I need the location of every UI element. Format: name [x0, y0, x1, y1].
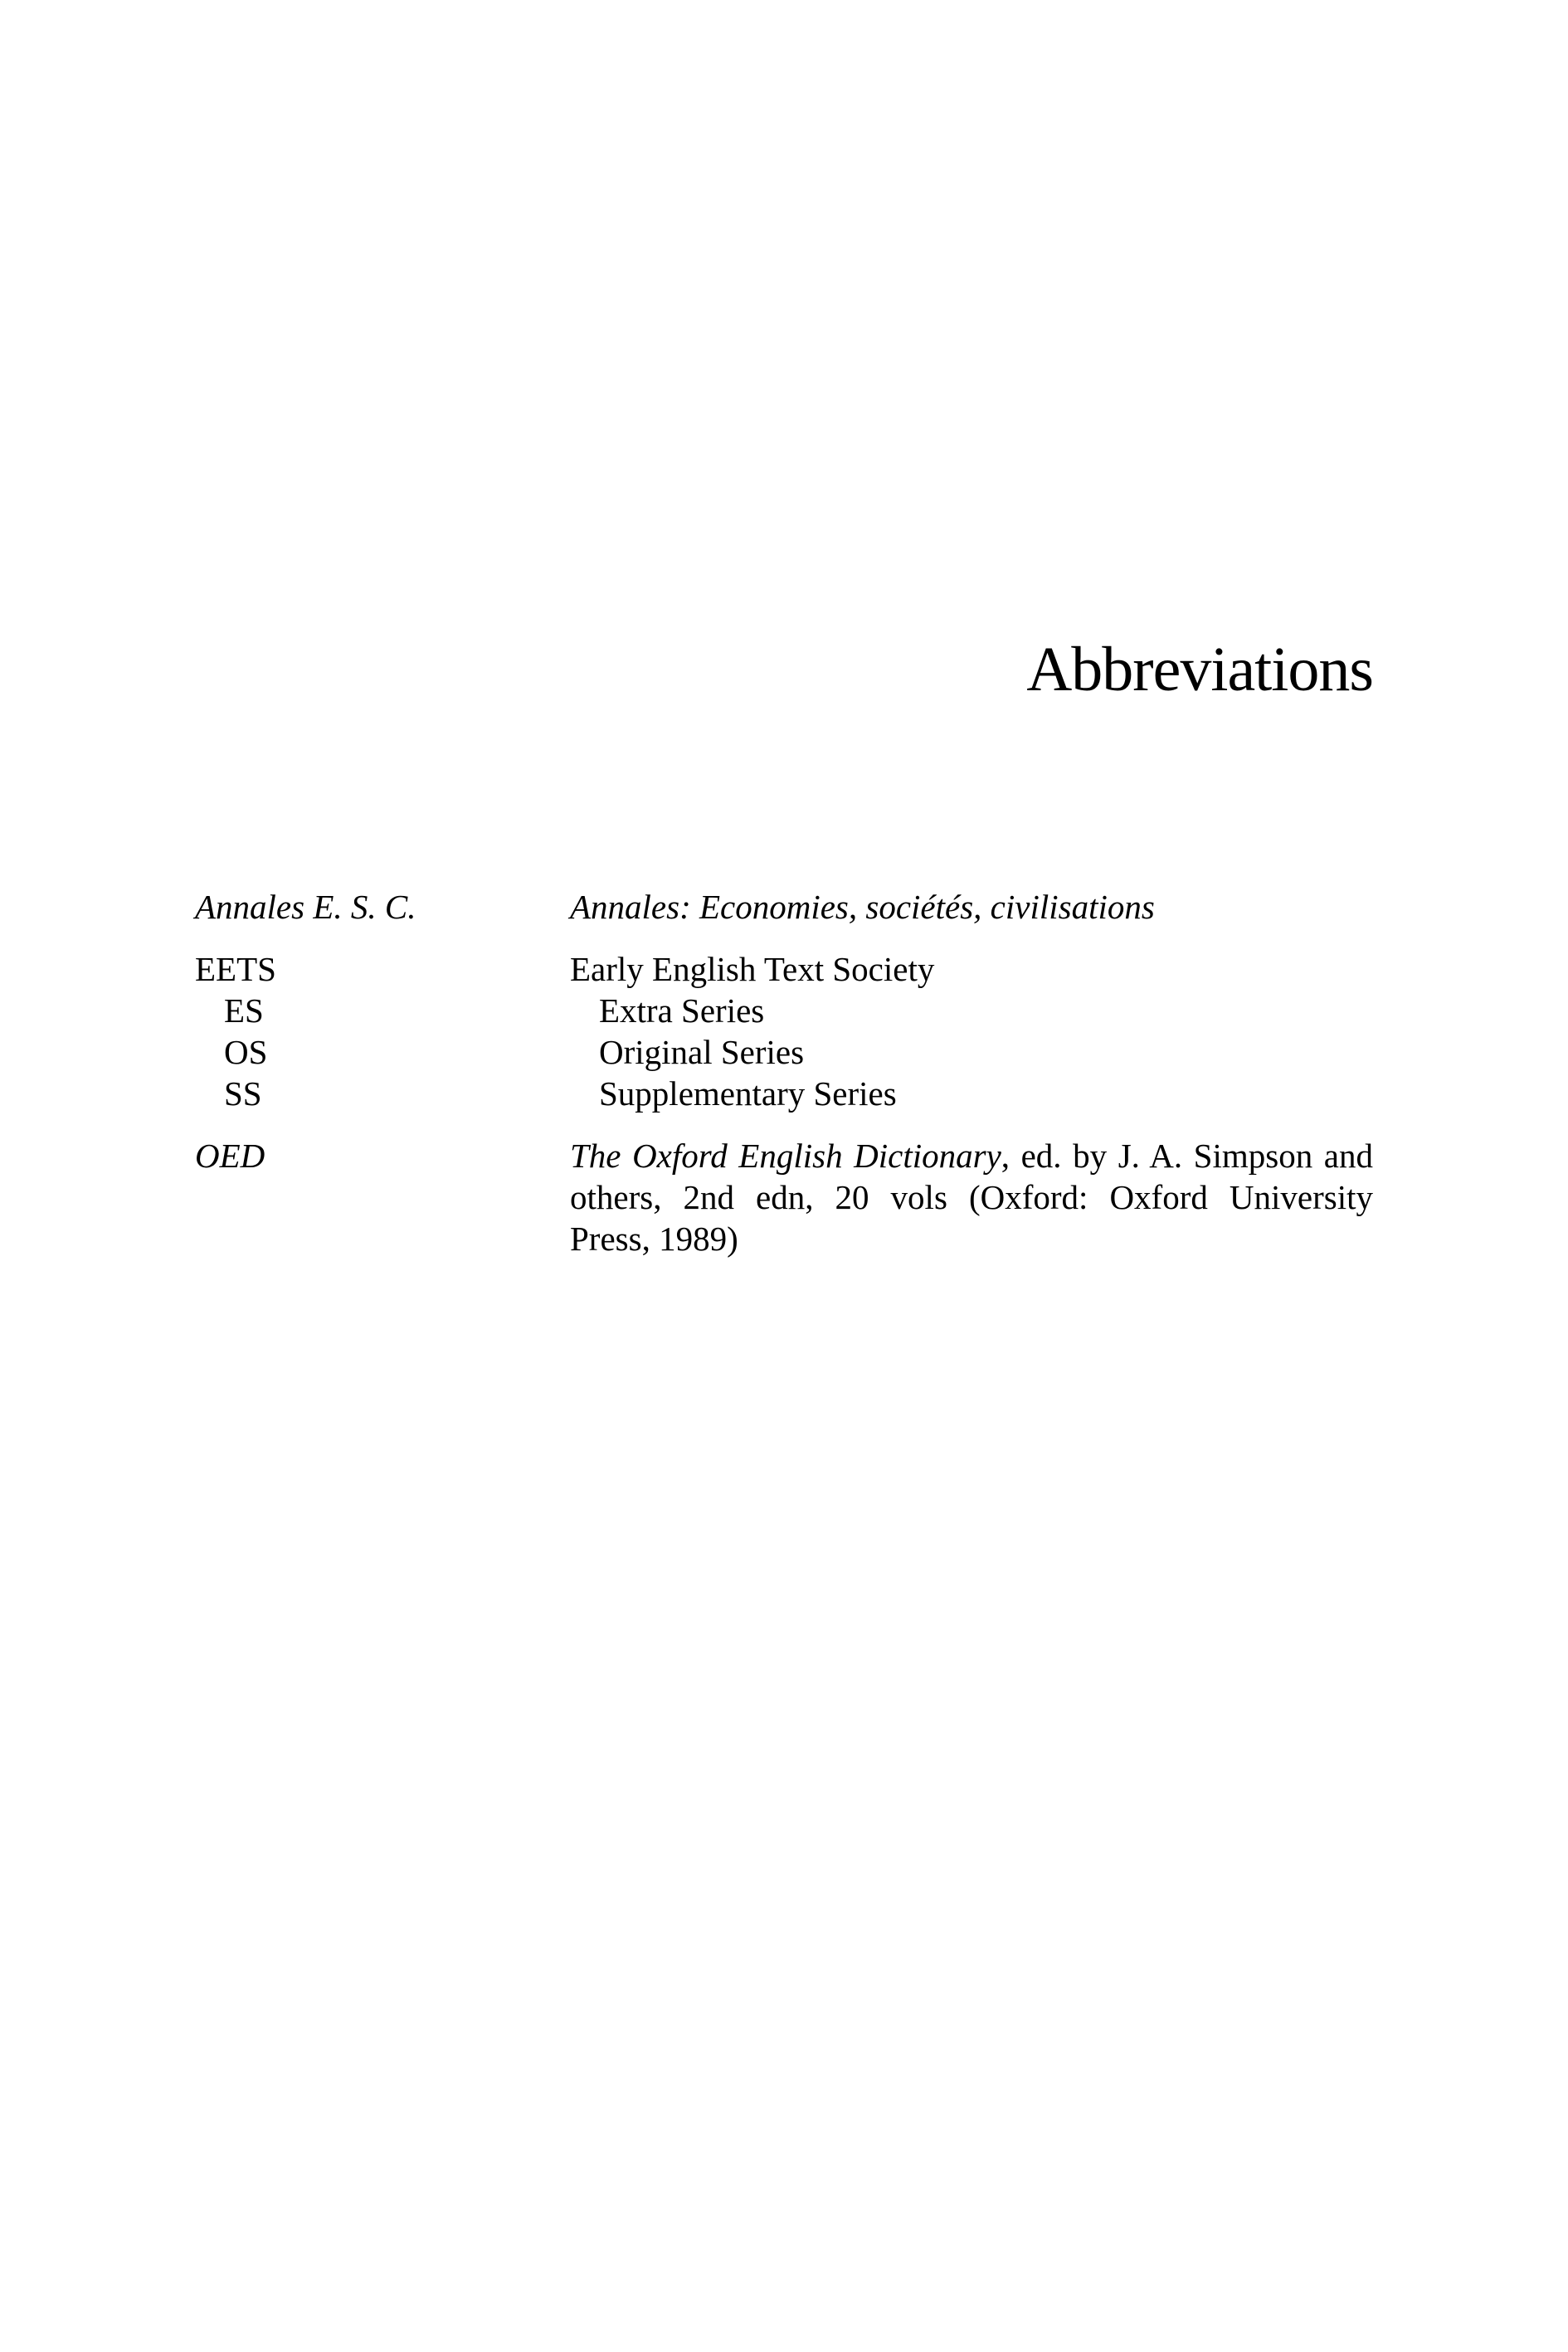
- abbrev-entry-oed: [195, 1135, 1373, 1259]
- oed-definition-line-3: Press, 1989): [570, 1220, 738, 1258]
- abbrev-definition-annales: Annales: Economies, sociétés, civilisations: [570, 888, 1155, 926]
- abbrev-definition-ss: Supplementary Series: [599, 1074, 897, 1113]
- abbrev-term-eets: EETS: [195, 950, 276, 988]
- abbrev-term-ss: SS: [224, 1074, 262, 1113]
- abbrev-definition-es: Extra Series: [599, 991, 765, 1030]
- abbrev-term-oed: OED: [195, 1137, 265, 1175]
- abbreviations-list: [195, 886, 1373, 1259]
- page-title: Abbreviations: [1026, 635, 1373, 704]
- abbrev-entry-eets: [195, 948, 1373, 990]
- oed-title-italic: The Oxford English Dictionary: [570, 1137, 1001, 1175]
- oed-definition-line-1: [570, 1135, 1373, 1176]
- abbrev-entry-eets-es: [195, 990, 1373, 1031]
- abbrev-term-annales: Annales E. S. C.: [195, 888, 416, 926]
- abbrev-definition-eets: Early English Text Society: [570, 950, 935, 988]
- oed-edition-text: , ed. by J. A. Simpson and: [1001, 1137, 1373, 1175]
- abbrev-definition-oed: [570, 1135, 1373, 1259]
- abbrev-term-os: OS: [224, 1033, 268, 1071]
- oed-definition-line-2: others, 2nd edn, 20 vols (Oxford: Oxford University: [570, 1178, 1373, 1216]
- abbrev-entry-eets-os: [195, 1031, 1373, 1073]
- abbrev-definition-os: Original Series: [599, 1033, 805, 1071]
- abbrev-entry-eets-ss: [195, 1073, 1373, 1114]
- abbrev-entry-annales: [195, 886, 1373, 928]
- abbrev-term-es: ES: [224, 991, 264, 1030]
